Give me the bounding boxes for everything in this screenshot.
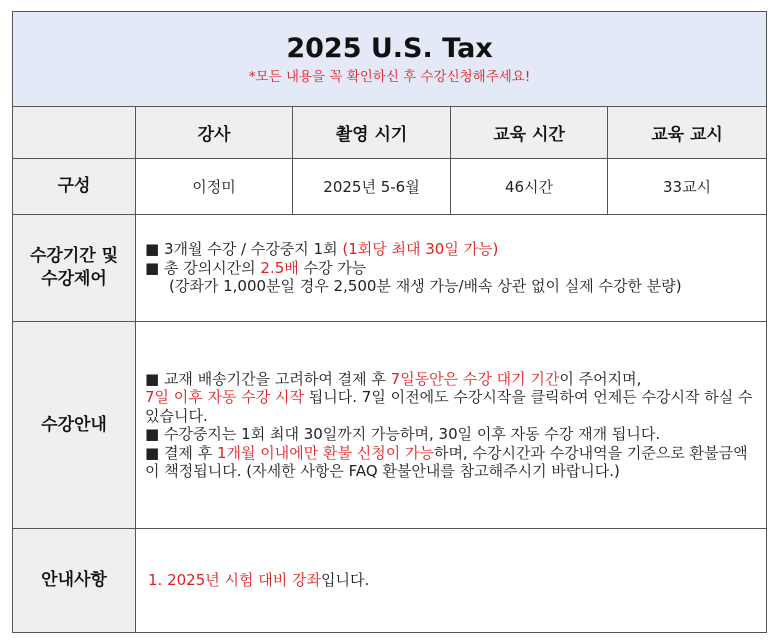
education-hours-value: 46시간 [451, 159, 608, 215]
guide-paragraph-3: ■ 수강중지는 1회 최대 30일까지 가능하며, 30일 이후 자동 수강 재개 됩니다. [145, 425, 661, 443]
course-info-table [12, 11, 767, 633]
guide-content [136, 322, 767, 529]
period-line-2: ■ 총 강의시간의 2.5배 수강 가능 [145, 258, 367, 277]
notice-item-1: 1. 2025년 시험 대비 강좌입니다. [148, 571, 370, 590]
education-sessions-value: 33교시 [608, 159, 767, 215]
header-instructor: 강사 [136, 107, 293, 159]
notice-content [136, 529, 767, 633]
header-education-hours: 교육 시간 [451, 107, 608, 159]
instructor-value: 이정미 [136, 159, 293, 215]
period-label: 수강기간 및 수강제어 [13, 215, 136, 322]
page-title: 2025 U.S. Tax [286, 33, 493, 64]
title-banner [13, 12, 767, 107]
period-line-3: (강좌가 1,000분일 경우 2,500분 재생 가능/배속 상관 없이 실제 수강한 분량) [169, 277, 682, 296]
guide-paragraph-1: ■ 교재 배송기간을 고려하여 결제 후 7일동안은 수강 대기 기간이 주어지며, [145, 369, 642, 388]
header-blank [13, 107, 136, 159]
filming-period-value: 2025년 5-6월 [293, 159, 451, 215]
period-content [136, 215, 767, 322]
period-line-1: ■ 3개월 수강 / 수강중지 1회 (1회당 최대 30일 가능) [145, 240, 499, 259]
guide-paragraph-2: 7일 이후 자동 수강 시작 됩니다. 7일 이전에도 수강시작을 클릭하여 언제든 수강시작 하실 수 있습니다. [145, 388, 753, 425]
page-subtitle: *모든 내용을 꼭 확인하신 후 수강신청해주세요! [248, 69, 531, 85]
guide-paragraph-4: ■ 결제 후 1개월 이내에만 환불 신청이 가능하며, 수강시간과 수강내역을 기준으로 환불금액이 책정됩니다. (자세한 사항은 FAQ 환불안내를 참고해주시기 바랍니다.) [145, 443, 748, 480]
composition-label: 구성 [13, 159, 136, 215]
header-education-sessions: 교육 교시 [608, 107, 767, 159]
guide-label: 수강안내 [13, 322, 136, 529]
header-filming-period: 촬영 시기 [293, 107, 451, 159]
notice-label: 안내사항 [13, 529, 136, 633]
